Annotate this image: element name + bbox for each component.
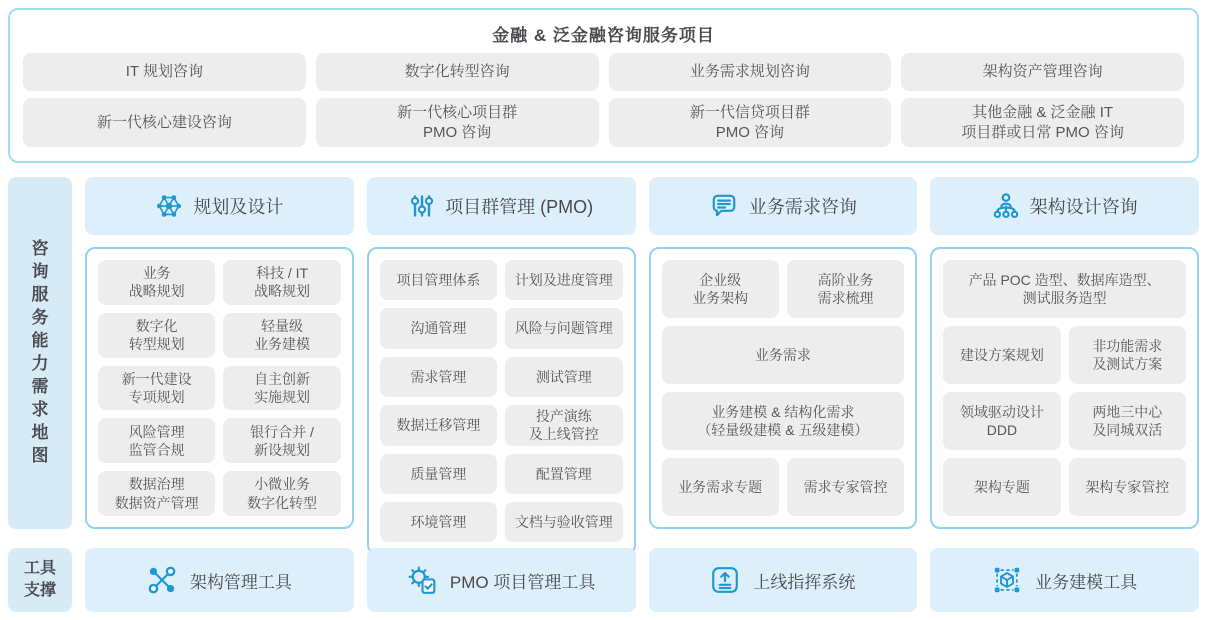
architecture-icon xyxy=(992,192,1020,220)
column-header xyxy=(930,177,1199,235)
chip-label: 新一代核心建设咨询 xyxy=(96,113,232,131)
chip-label: 实施规划 xyxy=(254,388,311,405)
column-body xyxy=(85,247,354,529)
map-label-char: 能 xyxy=(31,331,49,351)
chip-label: PMO 咨询 xyxy=(422,123,492,141)
pmo-tool-icon xyxy=(407,565,437,595)
capability-chip xyxy=(505,454,622,494)
capability-chip xyxy=(1069,326,1186,384)
chip-label: 架构专题 xyxy=(973,478,1030,495)
capability-chip xyxy=(505,502,622,542)
tool-label: 业务建模工具 xyxy=(1035,572,1138,592)
service-chip xyxy=(23,98,306,147)
arch-tool-icon xyxy=(147,565,177,595)
chip-label: 业务需求专题 xyxy=(678,478,763,495)
planning-icon xyxy=(155,192,183,220)
map-label-char: 力 xyxy=(31,354,49,373)
tools-row xyxy=(8,548,1199,612)
chip-label: PMO 咨询 xyxy=(715,123,785,141)
chip-label: 战略规划 xyxy=(128,283,185,300)
chip-label: 配置管理 xyxy=(535,465,592,482)
map-label-char: 服 xyxy=(31,285,49,305)
chip-label: 业务架构 xyxy=(692,290,749,306)
chip-label: 数字化转型咨询 xyxy=(404,63,510,81)
capability-chip xyxy=(223,418,340,463)
pmo-icon xyxy=(409,192,435,220)
service-chip xyxy=(901,98,1184,147)
capability-chip xyxy=(223,260,340,305)
chip-label: 业务需求规划咨询 xyxy=(689,63,810,81)
chip-label: 新一代建设 xyxy=(121,370,192,387)
chip-label: 测试服务造型 xyxy=(1022,290,1107,306)
project-services-panel xyxy=(8,8,1199,163)
column-header-label: 项目群管理 (PMO) xyxy=(445,197,594,217)
capability-map xyxy=(8,177,1199,529)
column-header xyxy=(85,177,354,235)
capability-chip xyxy=(223,313,340,358)
capability-chip xyxy=(380,357,497,397)
service-chip xyxy=(316,98,599,147)
chip-label: 数据迁移管理 xyxy=(396,417,481,434)
launch-tool-icon xyxy=(710,565,740,595)
column-body xyxy=(649,247,918,529)
chip-label: 业务 xyxy=(142,265,171,282)
tool-box xyxy=(930,548,1199,612)
chip-label: 企业级 xyxy=(699,271,742,288)
chip-label: 小微业务 xyxy=(254,476,311,493)
capability-chip xyxy=(380,308,497,348)
map-label-char: 求 xyxy=(31,399,49,419)
chip-label: 数据资产管理 xyxy=(114,494,199,511)
capability-chip xyxy=(1069,458,1186,516)
chip-label: 需求管理 xyxy=(410,368,467,385)
capability-chip xyxy=(380,454,497,494)
capability-chip xyxy=(380,405,497,445)
chip-label: 数字化 xyxy=(135,318,178,334)
column-header xyxy=(649,177,918,235)
capability-chip xyxy=(787,458,904,516)
chip-label: 银行合并 / xyxy=(250,423,314,440)
chip-label: 业务建模 xyxy=(254,336,311,353)
chip-label: 投产演练 xyxy=(535,408,592,425)
column-body xyxy=(367,247,636,555)
tool-label: PMO 项目管理工具 xyxy=(449,572,596,592)
project-services-row1 xyxy=(23,53,1184,91)
column-header-label: 规划及设计 xyxy=(193,197,284,217)
page-title: 金融 & 泛金融咨询服务项目 xyxy=(492,26,715,45)
chip-label: 架构资产管理咨询 xyxy=(982,63,1103,81)
chip-label: 其他金融 & 泛金融 IT xyxy=(972,104,1114,121)
tool-box xyxy=(649,548,918,612)
capability-chip xyxy=(662,260,779,318)
capability-chip xyxy=(662,392,905,450)
chip-label: 新设规划 xyxy=(254,441,311,458)
chip-label: 风险管理 xyxy=(128,423,185,440)
chip-label: 需求梳理 xyxy=(817,290,874,306)
modeling-tool-icon xyxy=(992,565,1022,595)
column-body xyxy=(930,247,1199,529)
capability-chip xyxy=(505,357,622,397)
chip-label: 专项规划 xyxy=(128,388,185,405)
chip-label: 需求专家管控 xyxy=(803,478,888,495)
column-header xyxy=(367,177,636,235)
chip-label: 自主创新 xyxy=(254,370,311,387)
service-chip xyxy=(609,98,892,147)
capability-column-2 xyxy=(367,177,636,529)
tools-label-line: 工具 xyxy=(23,560,56,578)
chip-label: 测试管理 xyxy=(535,368,592,385)
chip-label: 非功能需求 xyxy=(1092,337,1163,354)
service-chip xyxy=(316,53,599,91)
capability-chip xyxy=(98,418,215,463)
capability-column-4 xyxy=(930,177,1199,529)
chip-label: 业务建模 & 结构化需求 xyxy=(711,403,855,420)
chip-label: 新一代核心项目群 xyxy=(397,104,518,121)
map-label-char: 图 xyxy=(31,445,49,465)
service-chip xyxy=(609,53,892,91)
capability-chip xyxy=(98,313,215,358)
chip-label: 轻量级 xyxy=(261,318,304,334)
capability-column-3 xyxy=(649,177,918,529)
chip-label: 新一代信贷项目群 xyxy=(689,104,810,121)
chip-label: 高阶业务 xyxy=(817,271,874,288)
capability-column-1 xyxy=(85,177,354,529)
chip-label: 两地三中心 xyxy=(1092,403,1163,420)
capability-chip xyxy=(943,458,1060,516)
capability-chip xyxy=(98,366,215,411)
chip-label: 领域驱动设计 xyxy=(959,403,1044,420)
chip-label: 及测试方案 xyxy=(1092,356,1163,372)
chip-label: 及上线管控 xyxy=(528,426,599,443)
capability-chip xyxy=(943,326,1060,384)
capability-chip xyxy=(787,260,904,318)
map-label-char: 务 xyxy=(31,308,49,328)
capability-chip xyxy=(98,260,215,305)
capability-chip xyxy=(505,308,622,348)
service-chip xyxy=(23,53,306,91)
capability-chip xyxy=(505,405,622,445)
chip-label: （轻量级建模 & 五级建模） xyxy=(697,422,869,438)
chip-label: 沟通管理 xyxy=(410,320,467,337)
capability-chip xyxy=(505,260,622,300)
capability-chip xyxy=(380,502,497,542)
chip-label: 项目管理体系 xyxy=(396,272,481,289)
chip-label: 监管合规 xyxy=(128,441,185,458)
capability-chip xyxy=(1069,392,1186,450)
chip-label: 数字化转型 xyxy=(247,494,318,511)
chip-label: 业务需求 xyxy=(754,346,811,363)
capability-chip xyxy=(943,260,1186,318)
capability-chip xyxy=(98,471,215,516)
chip-label: 计划及进度管理 xyxy=(514,272,613,289)
tool-label: 上线指挥系统 xyxy=(753,572,856,592)
chip-label: 及同城双活 xyxy=(1092,422,1163,438)
chip-label: IT 规划咨询 xyxy=(125,63,203,81)
chip-label: 数据治理 xyxy=(128,476,185,493)
capability-chip xyxy=(223,471,340,516)
project-services-row2 xyxy=(23,98,1184,147)
capability-chip xyxy=(943,392,1060,450)
map-label-char: 地 xyxy=(31,422,49,442)
chip-label: 战略规划 xyxy=(254,283,311,300)
map-label-char: 咨 xyxy=(31,239,49,259)
column-header-label: 业务需求咨询 xyxy=(748,197,857,217)
chip-label: DDD xyxy=(986,422,1018,438)
tools-support-label xyxy=(8,548,72,612)
chip-label: 环境管理 xyxy=(410,513,467,530)
map-label-char: 需 xyxy=(31,376,49,396)
capability-chip xyxy=(380,260,497,300)
chip-label: 文档与验收管理 xyxy=(514,513,613,530)
tool-label: 架构管理工具 xyxy=(189,572,292,592)
chip-label: 质量管理 xyxy=(410,465,467,482)
map-label-char: 询 xyxy=(31,262,49,282)
capability-chip xyxy=(662,458,779,516)
tools-label-line: 支撑 xyxy=(23,582,56,599)
chip-label: 风险与问题管理 xyxy=(514,320,613,337)
tool-box xyxy=(367,548,636,612)
capability-map-label xyxy=(8,177,72,529)
service-chip xyxy=(901,53,1184,91)
capability-chip xyxy=(223,366,340,411)
chip-label: 科技 / IT xyxy=(256,265,309,282)
chip-label: 项目群或日常 PMO 咨询 xyxy=(961,123,1124,141)
column-header-label: 架构设计咨询 xyxy=(1029,197,1138,217)
chip-label: 产品 POC 造型、数据库造型、 xyxy=(968,271,1161,288)
chip-label: 建设方案规划 xyxy=(959,346,1044,363)
chip-label: 转型规划 xyxy=(128,336,185,353)
chip-label: 架构专家管控 xyxy=(1085,478,1170,495)
requirements-icon xyxy=(709,192,739,220)
capability-chip xyxy=(662,326,905,384)
tool-box xyxy=(85,548,354,612)
